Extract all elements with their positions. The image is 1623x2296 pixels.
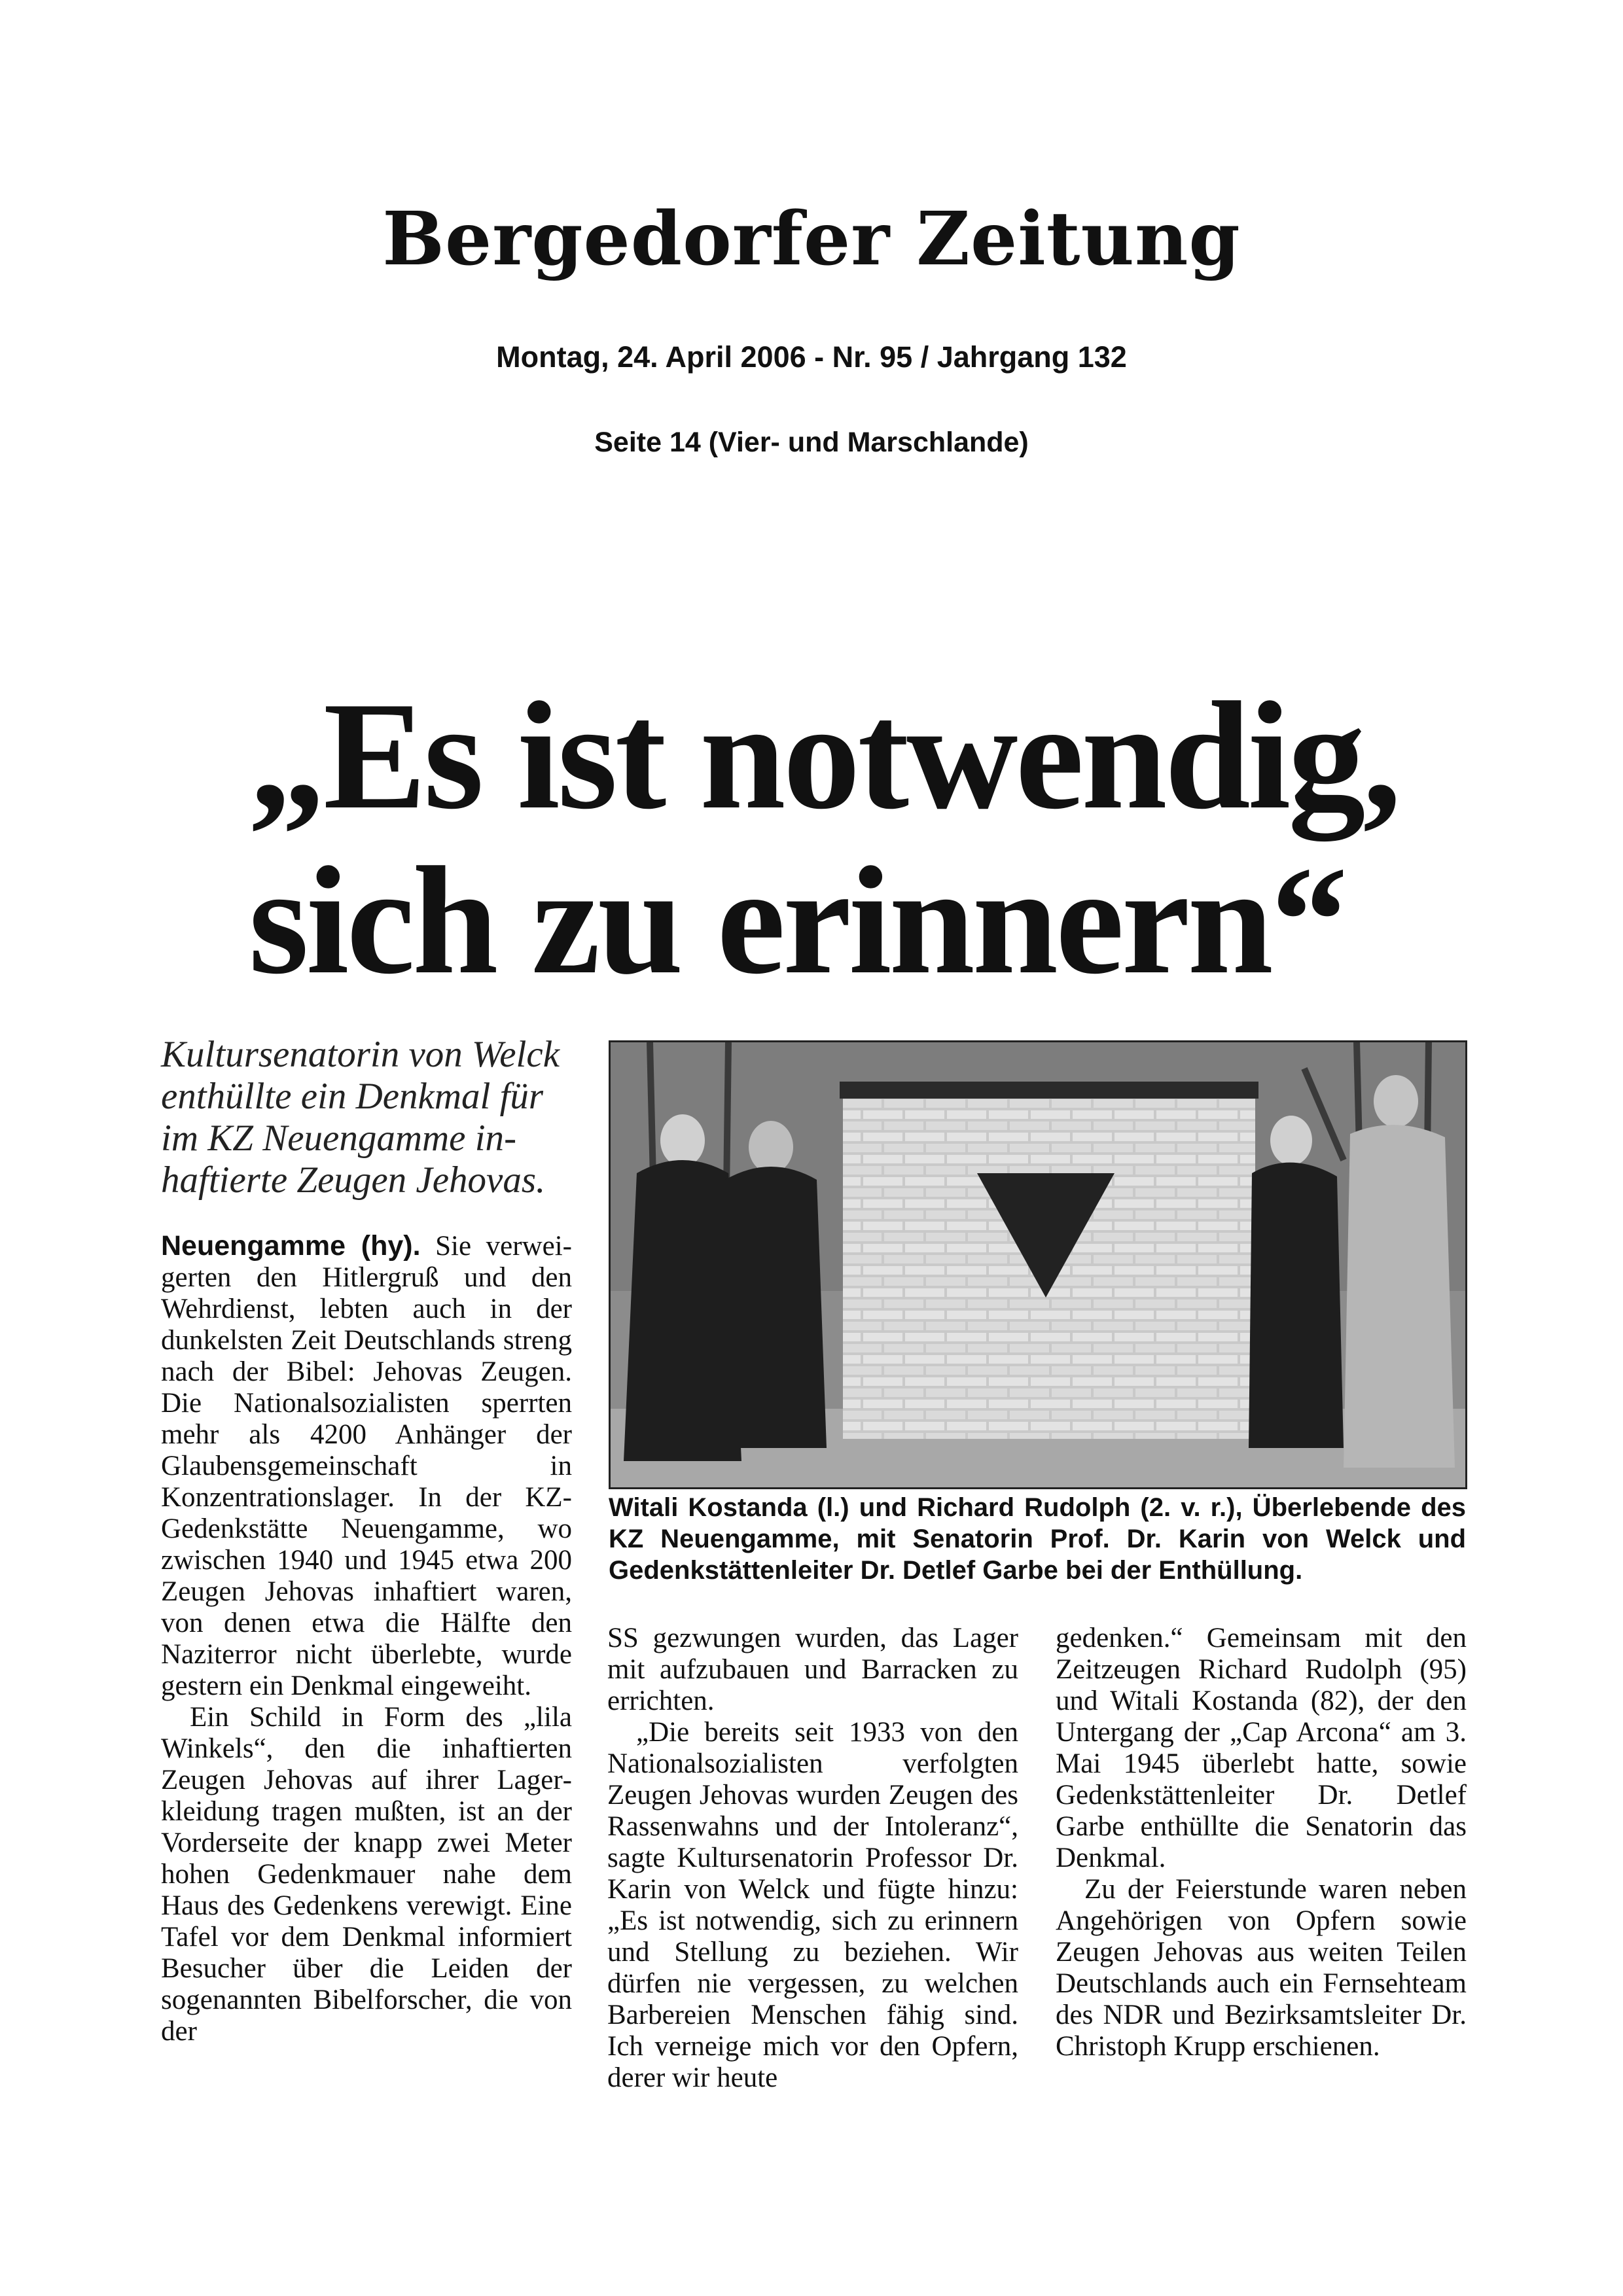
article-dateline: Neuengamme (hy). (161, 1230, 421, 1262)
article-headline (249, 671, 1427, 1006)
article-paragraph-text: Sie verweigerten den Hitlergruß und den Wehrdienst, lebten auch in der dunkelsten Zeit Deutschlands streng nach der Bibel: Jehovas Zeugen. Die Nationalsozialisten sperrten mehr als 4200 Anhänger der Glaubensgemeinschaft in Konzentrationslager. In der KZ-Gedenkstätte Neuengamme, wo zwischen 1940 und 1945 etwa 200 Zeugen Jehovas inhaftiert waren, von denen etwa die Hälfte den Naziterror nicht überlebte, wurde gestern ein Denkmal eingeweiht. (161, 1231, 572, 1701)
memorial-photo (609, 1040, 1467, 1489)
article-column-3 (1056, 1623, 1467, 2062)
newspaper-masthead: Bergedorfer Zeitung (382, 196, 1241, 282)
article-intro: Kultursenatorin von Welck enthüllte ein Denkmal für im KZ Neuengamme inhaftierte Zeugen Jehovas. (161, 1034, 560, 1201)
article-column-2 (607, 1623, 1018, 2094)
article-paragraph: „Die bereits seit 1933 von den Nationalsozialisten verfolgten Zeugen Jehovas wurden Zeugen des Rassenwahns und der Intoleranz“, sagte Kultursenatorin Professor Dr. Karin von Welck und fügte hinzu: „Es ist notwendig, sich zu erinnern und Stellung zu beziehen. Wir dürfen nie vergessen, zu welchen Barbereien Menschen fähig sind. Ich verneige mich vor den Opfern, derer wir heute (607, 1717, 1018, 2093)
memorial-photo-image (611, 1042, 1465, 1487)
article-paragraph: gedenken.“ Gemeinsam mit den Zeitzeugen Richard Rudolph (95) und Witali Kostanda (82), der den Untergang der „Cap Arcona“ am 3. Mai 1945 überlebt hatte, sowie Gedenkstättenleiter Dr. Detlef Garbe enthüllte die Senatorin das Denkmal. (1056, 1623, 1467, 1873)
headline-line-2: sich zu erinnern“ (249, 836, 1346, 1006)
headline-line-1: „Es ist notwendig, (249, 671, 1399, 841)
page-section-line: Seite 14 (Vier- und Marschlande) (594, 427, 1029, 458)
article-paragraph (161, 1230, 572, 1702)
issue-dateline: Montag, 24. April 2006 - Nr. 95 / Jahrgang 132 (496, 340, 1127, 374)
article-column-1 (161, 1230, 572, 2047)
photo-caption: Witali Kostanda (l.) und Richard Rudolph (2. v. r.), Überlebende des KZ Neuengamme, mit Senatorin Prof. Dr. Karin von Welck und Gedenkstättenleiter Dr. Detlef Garbe bei der Enthüllung. (609, 1493, 1466, 1585)
article-paragraph: SS gezwungen wurden, das Lager mit aufzubauen und Barracken zu errichten. (607, 1623, 1018, 1716)
article-paragraph: Ein Schild in Form des „lila Winkels“, den die inhaftierten Zeugen Jehovas auf ihrer Lagerkleidung tragen mußten, ist an der Vorderseite der knapp zwei Meter hohen Gedenkmauer nahe dem Haus des Gedenkens verewigt. Eine Tafel vor dem Denkmal informiert Besucher über die Leiden der sogenannten Bibelforscher, die von der (161, 1702, 572, 2047)
article-paragraph: Zu der Feierstunde waren neben Angehörigen von Opfern sowie Zeugen Jehovas aus weiten Teilen Deutschlands auch ein Fernsehteam des NDR und Bezirksamtsleiter Dr. Christoph Krupp erschienen. (1056, 1874, 1467, 2062)
